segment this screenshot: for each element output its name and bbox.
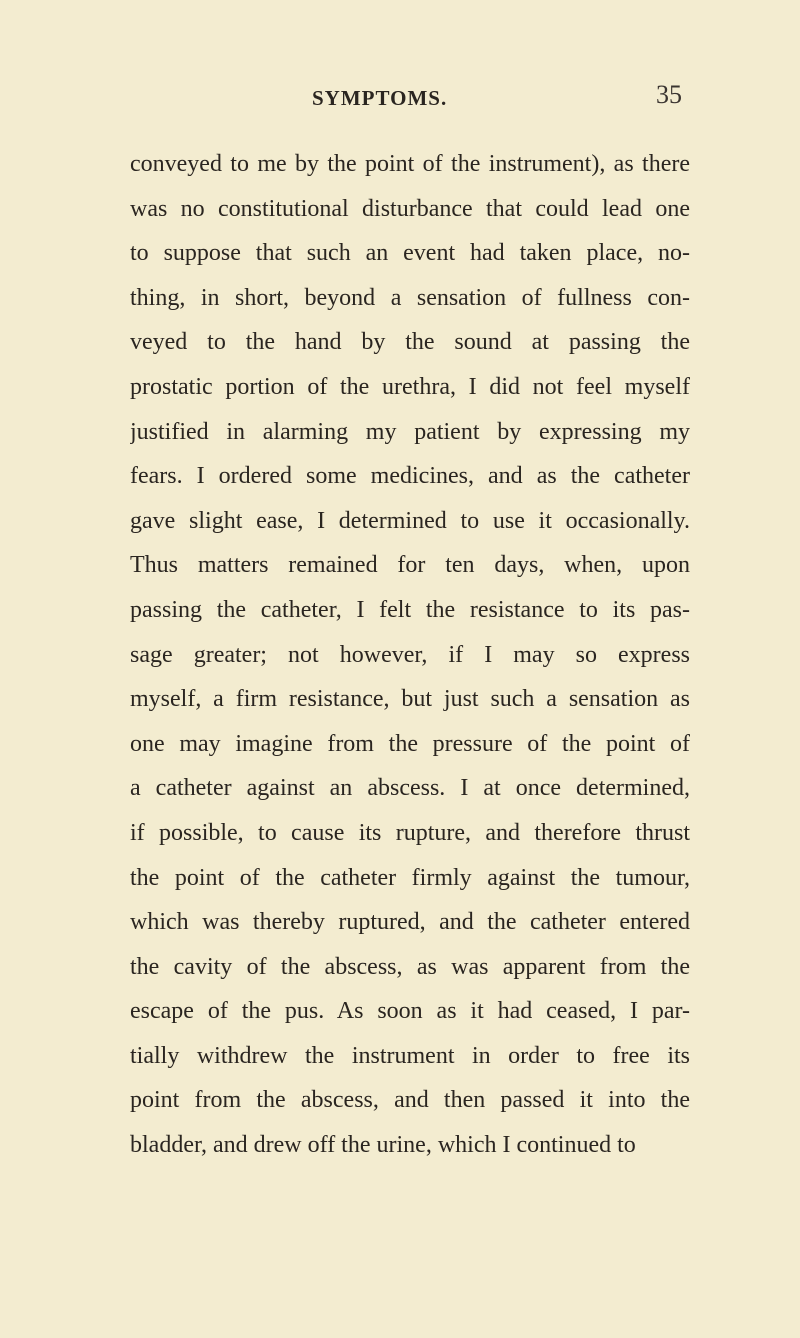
text-line: thing, in short, beyond a sensation of fullness con-: [130, 284, 690, 311]
text-line: which was thereby ruptured, and the catheter entered: [130, 909, 690, 936]
text-line: was no constitutional disturbance that could lead one: [130, 195, 690, 222]
text-line: gave slight ease, I determined to use it occasionally.: [130, 507, 690, 534]
text-line: veyed to the hand by the sound at passing the: [130, 329, 690, 356]
page-number: 35: [656, 80, 682, 109]
text-line: a catheter against an abscess. I at once determined,: [130, 775, 690, 802]
text-line: prostatic portion of the urethra, I did not feel myself: [130, 373, 690, 400]
body-text: [130, 142, 690, 1168]
text-line: to suppose that such an event had taken place, no-: [130, 240, 690, 267]
text-line: the cavity of the abscess, as was apparent from the: [130, 953, 690, 980]
text-line: bladder, and drew off the urine, which I continued to: [130, 1132, 636, 1159]
text-line: one may imagine from the pressure of the point of: [130, 730, 690, 757]
text-line: point from the abscess, and then passed it into the: [130, 1087, 690, 1114]
text-line: if possible, to cause its rupture, and therefore thrust: [130, 819, 690, 846]
text-line: passing the catheter, I felt the resistance to its pas-: [130, 596, 690, 623]
text-line: tially withdrew the instrument in order to free its: [130, 1042, 690, 1069]
text-line: justified in alarming my patient by expressing my: [130, 418, 690, 445]
text-line: fears. I ordered some medicines, and as the catheter: [130, 463, 690, 490]
text-line: conveyed to me by the point of the instrument), as there: [130, 151, 690, 177]
text-line: escape of the pus. As soon as it had ceased, I par-: [130, 998, 690, 1025]
running-head: [0, 80, 800, 116]
text-line: the point of the catheter firmly against the tumour,: [130, 864, 690, 891]
text-line: sage greater; not however, if I may so express: [130, 641, 690, 668]
text-line: myself, a firm resistance, but just such a sensation as: [130, 686, 690, 713]
running-title: SYMPTOMS.: [312, 86, 448, 110]
text-line: Thus matters remained for ten days, when, upon: [130, 552, 690, 579]
